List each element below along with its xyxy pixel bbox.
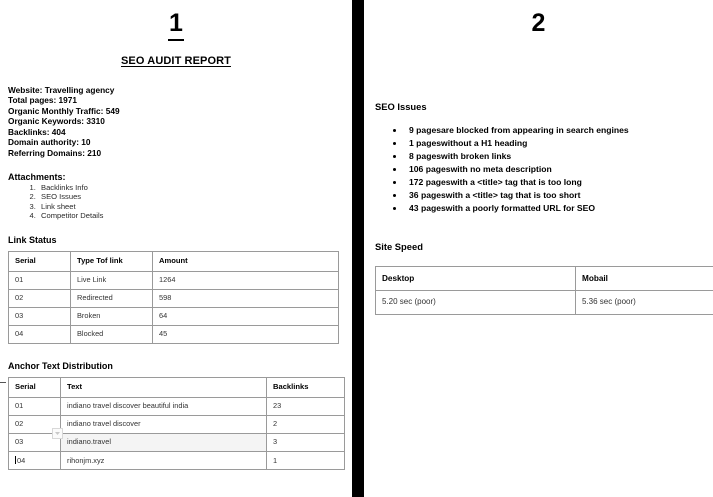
cell-backlinks: 2 (267, 416, 345, 434)
meta-organic-keywords: Organic Keywords: 3310 (8, 116, 105, 127)
cell-serial-value: 04 (17, 456, 26, 466)
cell-amount: 598 (153, 290, 339, 308)
seo-issue-item: • 9 pagesare blocked from appearing in search engines (405, 124, 713, 137)
column-header-mobail: Mobail (576, 267, 713, 291)
seo-issue-item: • 1 pageswithout a H1 heading (405, 137, 713, 150)
seo-issue-item: • 106 pageswith no meta description (405, 163, 713, 176)
table-row (9, 452, 345, 470)
meta-organic-traffic: Organic Monthly Traffic: 549 (8, 105, 120, 116)
seo-issue-item: • 36 pageswith a <title> tag that is too short (405, 189, 713, 202)
row-edge-marker (0, 382, 6, 383)
cell-serial: 03 (9, 434, 61, 452)
meta-website: Website: Travelling agency (8, 84, 115, 95)
cell-serial: 01 (9, 398, 61, 416)
table-header-row (9, 252, 339, 272)
cell-backlinks: 1 (267, 452, 345, 470)
meta-domain-authority: Domain authority: 10 (8, 137, 91, 148)
table-row (9, 272, 339, 290)
page-1-number-value: 1 (168, 10, 184, 41)
table-row (9, 326, 339, 344)
page-gutter-divider (352, 0, 364, 497)
cell-anchor-text: indiano.travel (61, 434, 267, 452)
attachments-list (0, 183, 352, 221)
cell-link-type: Live Link (71, 272, 153, 290)
page-2-number (364, 10, 713, 39)
cell-backlinks: 23 (267, 398, 345, 416)
cell-serial: 03 (9, 308, 71, 326)
column-header-backlinks: Backlinks (267, 378, 345, 398)
attachments-heading: Attachments: (8, 171, 66, 182)
site-speed-heading: Site Speed (375, 241, 423, 253)
cell-amount: 1264 (153, 272, 339, 290)
document-page-2 (364, 0, 713, 497)
report-meta-block (8, 85, 352, 159)
site-speed-table (375, 266, 713, 315)
column-header-serial: Serial (9, 378, 61, 398)
attachment-item: 2. SEO Issues (38, 192, 352, 202)
page-1-number (0, 10, 352, 41)
cell-anchor-text: indiano travel discover (61, 416, 267, 434)
table-row (9, 308, 339, 326)
cell-mobail-speed: 5.36 sec (poor) (576, 291, 713, 315)
cell-desktop-speed: 5.20 sec (poor) (376, 291, 576, 315)
seo-issue-item: • 8 pageswith broken links (405, 150, 713, 163)
meta-backlinks: Backlinks: 404 (8, 126, 66, 137)
table-row (9, 290, 339, 308)
cell-link-type: Redirected (71, 290, 153, 308)
meta-total-pages: Total pages: 1971 (8, 95, 78, 106)
column-header-serial: Serial (9, 252, 71, 272)
cell-serial: 02 (9, 290, 71, 308)
seo-issue-item: • 43 pageswith a poorly formatted URL for SEO (405, 202, 713, 215)
cell-anchor-text: rihonjm.xyz (61, 452, 267, 470)
seo-issue-item: • 172 pageswith a <title> tag that is too long (405, 176, 713, 189)
document-page-1 (0, 0, 352, 497)
column-header-text: Text (61, 378, 267, 398)
link-status-table (8, 251, 339, 344)
attachment-item: 1. Backlinks Info (38, 183, 352, 193)
seo-issues-list (364, 124, 713, 216)
seo-issues-heading: SEO Issues (375, 100, 427, 112)
anchor-text-heading: Anchor Text Distribution (8, 361, 113, 372)
cell-link-type: Blocked (71, 326, 153, 344)
text-cursor (15, 456, 16, 464)
table-row (376, 291, 713, 315)
cell-serial: 02 (9, 416, 61, 434)
report-title-text: SEO AUDIT REPORT (121, 54, 231, 67)
cell-amount: 64 (153, 308, 339, 326)
cell-amount: 45 (153, 326, 339, 344)
report-title (0, 55, 352, 67)
cell-backlinks: 3 (267, 434, 345, 452)
cell-link-type: Broken (71, 308, 153, 326)
column-header-amount: Amount (153, 252, 339, 272)
column-header-desktop: Desktop (376, 267, 576, 291)
meta-referring-domains: Referring Domains: 210 (8, 148, 102, 159)
cell-anchor-text: indiano travel discover beautiful india (61, 398, 267, 416)
table-row (9, 398, 345, 416)
attachment-item: 4. Competitor Details (38, 211, 352, 221)
cell-serial: 01 (9, 272, 71, 290)
table-header-row (376, 267, 713, 291)
column-header-type-of-link: Type Tof link (71, 252, 153, 272)
table-header-row (9, 378, 345, 398)
cell-dropdown-button[interactable] (52, 428, 63, 439)
link-status-heading: Link Status (8, 235, 57, 246)
cell-serial[interactable] (9, 452, 61, 470)
anchor-text-table (8, 377, 345, 470)
page-2-number-value: 2 (531, 9, 546, 37)
cell-serial: 04 (9, 326, 71, 344)
attachment-item: 3. Link sheet (38, 202, 352, 212)
